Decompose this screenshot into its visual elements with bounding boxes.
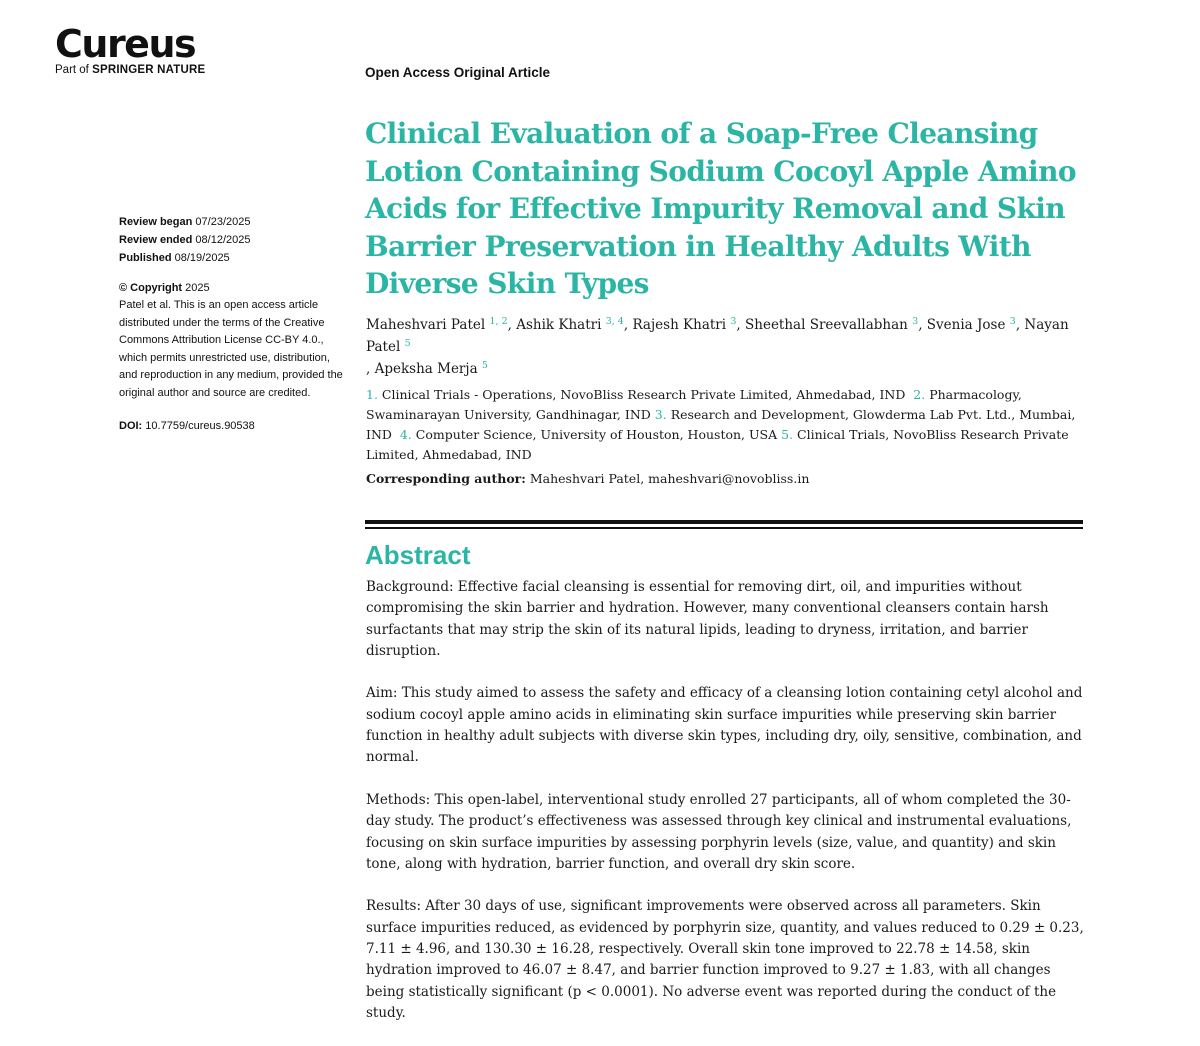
affiliation-text: Research and Development, Glowderma Lab Pvt. Ltd., Mumbai, IND xyxy=(366,407,1076,442)
article-title: Clinical Evaluation of a Soap-Free Cleansing Lotion Containing Sodium Cocoyl Apple Amino Acids for Effective Impurity Removal and Skin Barrier Preservation in Healthy Adults With Diverse Skin Types xyxy=(365,117,1076,300)
published-line xyxy=(119,249,344,267)
abstract-body xyxy=(366,577,1091,1046)
affiliation-text: Clinical Trials, NovoBliss Research Private Limited, Ahmedabad, IND xyxy=(366,427,1069,462)
author-affiliation-ref[interactable]: 3, 4 xyxy=(605,316,624,327)
review-ended-line xyxy=(119,231,344,249)
article-type: Open Access Original Article xyxy=(365,65,551,80)
doi-link[interactable]: 10.7759/cureus.90538 xyxy=(145,420,255,432)
review-began-date: 07/23/2025 xyxy=(195,216,251,228)
author-name[interactable]: Ashik Khatri xyxy=(516,317,602,333)
copyright-block xyxy=(119,279,344,402)
author-name[interactable]: Maheshvari Patel xyxy=(366,317,486,333)
copyright-label: © Copyright xyxy=(119,282,183,294)
logo-part-of: Part of xyxy=(55,64,89,76)
logo-publisher-line xyxy=(55,64,205,76)
author-list: Maheshvari Patel $^{1, 2}$, Ashik Khatri $^{3, 4}$, Rajesh Khatri $^3$, Sheethal Sreevallabhan $^3$, Svenia Jose $^3$, Nayan Patel $^5$ , Apeksha Merja $^5$ xyxy=(366,316,1069,377)
author-affiliation-ref[interactable]: 5 xyxy=(404,338,411,349)
author-name[interactable]: Apeksha Merja xyxy=(374,361,478,377)
corresponding-value[interactable]: Maheshvari Patel, maheshvari@novobliss.in xyxy=(529,471,810,486)
logo-wordmark: Cureus xyxy=(55,22,196,66)
doi-label: DOI: xyxy=(119,420,143,432)
logo-publisher: SPRINGER NATURE xyxy=(92,64,206,76)
affiliation-number: 3. xyxy=(654,407,667,422)
abstract-background: Background: Effective facial cleansing is essential for removing dirt, oil, and impurities without compromising the skin barrier and hydration. However, many conventional cleansers contain harsh surfactants that may strip the skin of its natural lipids, leading to dryness, irritation, and barrier disruption. xyxy=(366,579,1049,659)
author-name[interactable]: Svenia Jose xyxy=(926,317,1006,333)
author-affiliation-ref[interactable]: 5 xyxy=(481,360,488,371)
affiliation-number: 5. xyxy=(781,427,794,442)
author-name[interactable]: Sheethal Sreevallabhan xyxy=(745,317,908,333)
abstract-results: Results: After 30 days of use, significant improvements were observed across all parameters. Skin surface impurities reduced, as evidenced by porphyrin size, quantity, and values reduced to 0.29 ± 0.23, 7.11 ± 4.96, and 130.30 ± 16.28, respectively. Overall skin tone improved to 22.78 ± 14.58, skin hydration improved to 46.07 ± 8.47, and barrier function improved to 9.27 ± 1.83, with all changes being statistically significant (p < 0.0001). No adverse event was reported during the conduct of the study. xyxy=(366,898,1084,1021)
author-affiliation-ref[interactable]: 3 xyxy=(912,316,919,327)
published-date: 08/19/2025 xyxy=(174,252,230,264)
corresponding-label: Corresponding author: xyxy=(366,471,526,486)
section-divider-thick xyxy=(365,520,1083,524)
abstract-methods: Methods: This open-label, interventional study enrolled 27 participants, all of whom completed the 30-day study. The product’s effectiveness was assessed through key clinical and instrumental evaluations, focusing on skin surface impurities by assessing porphyrin levels (size, value, and quantity) and skin tone, along with hydration, barrier function, and overall dry skin score. xyxy=(366,791,1072,872)
author-name[interactable]: Nayan Patel xyxy=(366,317,1069,355)
affiliation-text: Computer Science, University of Houston, Houston, USA xyxy=(415,427,778,442)
section-divider-thin xyxy=(365,527,1083,529)
author-affiliation-ref[interactable]: 3 xyxy=(730,316,737,327)
copyright-year: 2025 xyxy=(185,282,210,294)
doi-line xyxy=(119,417,344,435)
affiliation-number: 2. xyxy=(913,387,926,402)
review-began-label: Review began xyxy=(119,216,193,228)
review-began-line xyxy=(119,213,344,231)
author-name[interactable]: Rajesh Khatri xyxy=(632,317,727,333)
article-sidebar xyxy=(119,213,344,435)
author-affiliation-ref[interactable]: 3 xyxy=(1009,316,1016,327)
corresponding-author xyxy=(366,470,1091,488)
abstract-heading: Abstract xyxy=(365,540,471,570)
review-ended-date: 08/12/2025 xyxy=(195,234,251,246)
affiliation-number: 4. xyxy=(399,427,412,442)
copyright-text: Patel et al. This is an open access article distributed under the terms of the Creative Commons Attribution License CC-BY 4.0., which permits unrestricted use, distribution, and reproduction in any medium, provided the original author and source are credited. xyxy=(119,299,343,399)
affiliation-text: Clinical Trials - Operations, NovoBliss Research Private Limited, Ahmedabad, IND xyxy=(381,387,906,402)
abstract-aim: Aim: This study aimed to assess the safety and efficacy of a cleansing lotion containing cetyl alcohol and sodium cocoyl apple amino acids in eliminating skin surface impurities while preserving skin barrier function in healthy adult subjects with diverse skin types, including dry, oily, sensitive, combination, and normal. xyxy=(366,685,1083,766)
journal-logo[interactable] xyxy=(55,22,206,76)
affiliation-number: 1. xyxy=(366,387,378,402)
copyright-line xyxy=(119,279,344,297)
author-affiliation-ref[interactable]: 1, 2 xyxy=(489,316,508,327)
affiliation-text: Pharmacology, Swaminarayan University, Gandhinagar, IND xyxy=(366,387,1022,422)
affiliation-list xyxy=(366,385,1091,465)
published-label: Published xyxy=(119,252,172,264)
review-ended-label: Review ended xyxy=(119,234,193,246)
